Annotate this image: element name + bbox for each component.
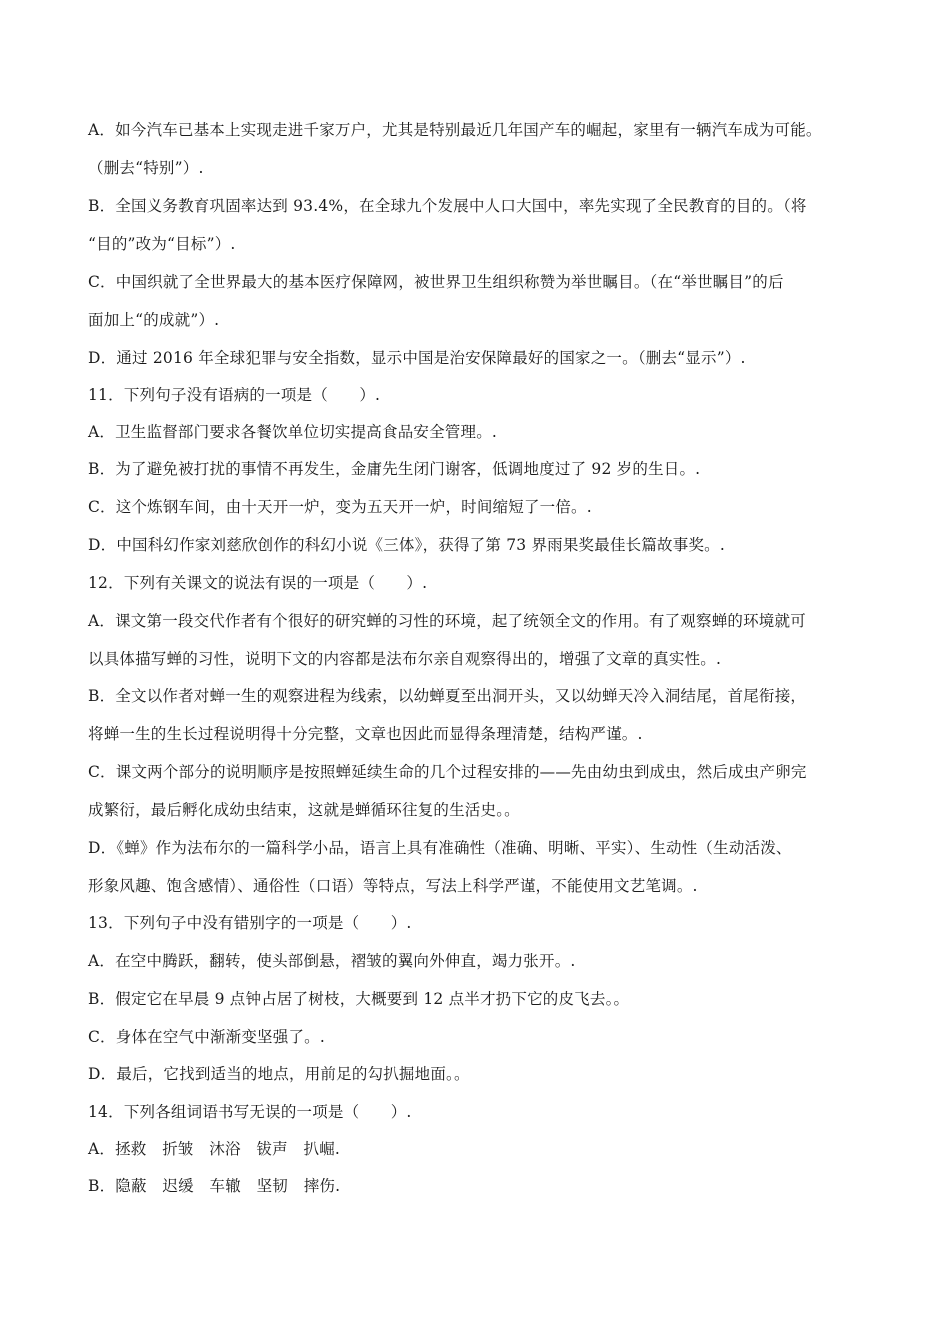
option-b-q10-cont: “目的”改为“目标”）. xyxy=(88,235,236,253)
option-d-q13: D．最后，它找到适当的地点，用前足的勾扒掘地面。。 xyxy=(88,1065,470,1083)
option-a-q14: A．拯救 折皱 沐浴 钹声 扒崛. xyxy=(88,1140,341,1158)
option-b-q13: B．假定它在早晨 9 点钟占居了树枝，大概要到 12 点半才扔下它的皮飞去。。 xyxy=(88,990,630,1008)
question-12: 12．下列有关课文的说法有误的一项是（ ）. xyxy=(88,574,428,592)
option-d-q11: D．中国科幻作家刘慈欣创作的科幻小说《三体》，获得了第 73 界雨果奖最佳长篇故事奖。. xyxy=(88,536,725,554)
option-a-q11: A．卫生监督部门要求各餐饮单位切实提高食品安全管理。. xyxy=(88,423,498,441)
option-d-q10: D．通过 2016 年全球犯罪与安全指数，显示中国是治安保障最好的国家之一。（删去“显示”）. xyxy=(88,349,746,367)
option-d-q12-cont: 形象风趣、饱含感情）、通俗性（口语）等特点，写法上科学严谨，不能使用文艺笔调。. xyxy=(88,877,698,895)
option-d-q12: D．《蝉》作为法布尔的一篇科学小品，语言上具有准确性（准确、明晰、平实）、生动性（生动活泼、 xyxy=(88,839,792,857)
option-b-q12-cont: 将蝉一生的生长过程说明得十分完整，文章也因此而显得条理清楚，结构严谨。. xyxy=(88,725,643,743)
question-14: 14．下列各组词语书写无误的一项是（ ）. xyxy=(88,1103,412,1121)
option-a-q10-cont: （删去“特别”）. xyxy=(88,159,204,177)
option-a-q10: A．如今汽车已基本上实现走进千家万户，尤其是特别最近几年国产车的崛起，家里有一辆汽车成为可能。 xyxy=(88,121,822,139)
option-a-q12-cont: 以具体描写蝉的习性，说明下文的内容都是法布尔亲自观察得出的，增强了文章的真实性。. xyxy=(88,650,722,668)
option-b-q12: B．全文以作者对蝉一生的观察进程为线索，以幼蝉夏至出洞开头，又以幼蝉天冷入洞结尾，首尾衔接， xyxy=(88,687,807,705)
option-a-q12: A．课文第一段交代作者有个很好的研究蝉的习性的环境，起了统领全文的作用。有了观察蝉的环境就可 xyxy=(88,612,806,630)
option-a-q13: A．在空中腾跃，翻转，使头部倒悬，褶皱的翼向外伸直，竭力张开。. xyxy=(88,952,576,970)
option-b-q10: B．全国义务教育巩固率达到 93.4%，在全球九个发展中人口大国中，率先实现了全民教育的目的。（将 xyxy=(88,197,807,215)
option-c-q10: C．中国织就了全世界最大的基本医疗保障网，被世界卫生组织称赞为举世瞩目。（在“举世瞩目”的后 xyxy=(88,273,784,291)
option-b-q11: B．为了避免被打扰的事情不再发生，金庸先生闭门谢客，低调地度过了 92 岁的生日。. xyxy=(88,460,701,478)
question-11: 11．下列句子没有语病的一项是（ ）. xyxy=(88,386,381,404)
option-c-q12-cont: 成繁衍，最后孵化成幼虫结束，这就是蝉循环往复的生活史。。 xyxy=(88,801,520,819)
option-b-q14: B．隐蔽 迟缓 车辙 坚韧 摔伤. xyxy=(88,1177,341,1195)
option-c-q11: C．这个炼钢车间，由十天开一炉，变为五天开一炉，时间缩短了一倍。. xyxy=(88,498,592,516)
option-c-q12: C．课文两个部分的说明顺序是按照蝉延续生命的几个过程安排的——先由幼虫到成虫，然后成虫产卵完 xyxy=(88,763,807,781)
question-13: 13．下列句子中没有错别字的一项是（ ）. xyxy=(88,914,412,932)
option-c-q10-cont: 面加上“的成就”）. xyxy=(88,311,220,329)
option-c-q13: C．身体在空气中渐渐变坚强了。. xyxy=(88,1028,325,1046)
